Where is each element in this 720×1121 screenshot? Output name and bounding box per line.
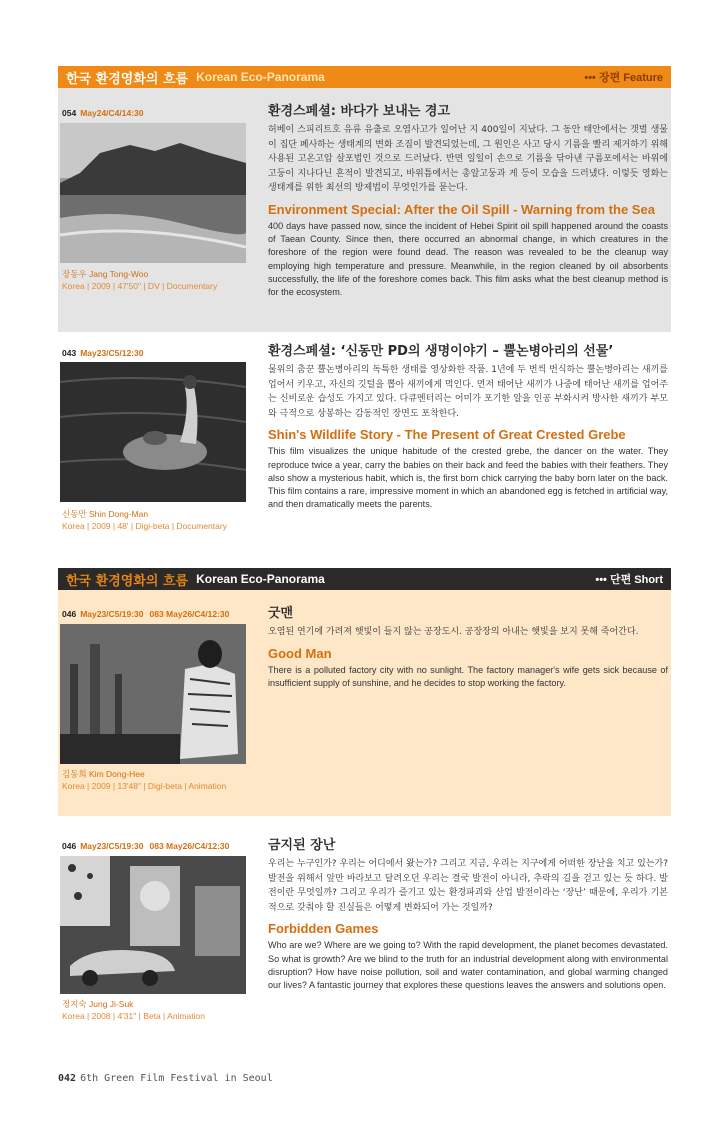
film-text: [268, 834, 668, 992]
screening-date: May23/C5/12:30: [80, 348, 144, 358]
page-footer: [58, 1073, 273, 1084]
film-credit: [62, 268, 252, 292]
screening-info: [62, 108, 150, 118]
director-name-ko: 김동희: [62, 769, 87, 779]
section-category: ••• 단편 Short: [595, 574, 663, 586]
film-title-en: Good Man: [268, 645, 332, 661]
film-title-ko: 굿맨: [268, 606, 294, 621]
section-title-ko: 한국 환경영화의 흐름: [66, 71, 189, 87]
film-synopsis-ko: 물위의 춤꾼 뿔논병아리의 독특한 생태를 영상화한 작품. 1년에 두 번씩 번식하는 뿔논병아리는 새끼를 업어서 키우고, 자신의 깃털을 뽑아 새끼에게 먹인다. 먼저 태어난 새끼가 나중에 태어난 새끼를 업어주는 신비로운 습성도 가지고 있다. 다큐멘터리는 어미가 포기한 알을 인공 부화시켜 방사한 새끼가 부모와 극적으로 상봉하는 감동적인 장면도 포착한다.: [268, 365, 668, 419]
film-credit: [62, 768, 252, 792]
screening-date: 083 May26/C4/12:30: [149, 841, 230, 851]
film-text: [268, 602, 668, 690]
screening-info: [62, 841, 235, 851]
section-title-en: Korean Eco-Panorama: [196, 70, 325, 84]
director-name-ko: 장동우: [62, 269, 87, 279]
film-synopsis-en: There is a polluted factory city with no sunlight. The factory manager's wife gets sick because of insufficient supply of sunshine, and he decides to stop working the factory.: [268, 664, 668, 688]
director-name-ko: 신동만: [62, 509, 87, 519]
screening-date: May24/C4/14:30: [80, 108, 144, 118]
film-credit: [62, 508, 252, 532]
section-title-ko: 한국 환경영화의 흐름: [66, 573, 189, 589]
screening-date: May23/C5/19:30: [80, 609, 144, 619]
screening-info: [62, 609, 235, 619]
film-info: Korea | 2008 | 4'31" | Beta | Animation: [62, 1011, 205, 1021]
film-title-en: Shin's Wildlife Story - The Present of Great Crested Grebe: [268, 427, 626, 443]
film-still-grebe: [60, 362, 246, 502]
film-synopsis-ko: 허베이 스피리트호 유류 유출로 오염사고가 일어난 지 400일이 지났다. 그 동안 태안에서는 갯벌 생물이 집단 폐사하는 생태계의 변화 조짐이 발견되었는데, 그 원인은 사고 당시 기름을 빨리 제거하기 위해 사용된 고온고압 살포법인 것으로 드러났다. 반면 일일이 손으로 기름을 닦아낸 구름포에서는 바위에 고둥이 지나다닌 흔적이 발견되고, 바위틈에서는 총알고둥과 게 등이 모습을 드러냈다. 이렇듯 영화는 생태계를 위한 최선의 방제법이 무엇인가를 묻는다.: [268, 125, 668, 194]
section-category: ••• 장편 Feature: [584, 72, 663, 84]
film-credit: [62, 998, 252, 1022]
section-title-en: Korean Eco-Panorama: [196, 572, 325, 586]
film-title-ko: 환경스페셜: ‘신동만 PD의 생명이야기 – 뿔논병아리의 선물’: [268, 344, 614, 359]
film-synopsis-en: Who are we? Where are we going to? With the rapid development, the planet becomes devastated. So what is growth? Are we blind to the truth for an industrial development along with environmental disruption? How have noise pollution, soil and water contamination, and global warming changed our lives? A fantastic journey that explores these questions leaves the answers and solutions open.: [268, 940, 668, 990]
film-still-coast: [60, 123, 246, 263]
film-title-ko: 금지된 장난: [268, 838, 336, 853]
film-synopsis-en: 400 days have passed now, since the incident of Hebei Spirit oil spill happened around the coasts of Taean County. Since then, there occurred an abnormal change, in which creatures in the foreshore of the region were found dead. The reason was revealed to be the cleanup way employing high temperature and pressure. Meanwhile, in the region cleaned by oil absorbents successfully, the life of the foreshore comes back. This film asks what the best cleanup method is for the ecosystem.: [268, 220, 668, 297]
film-still-factory: [60, 624, 246, 764]
film-title-ko: 환경스페셜: 바다가 보내는 경고: [268, 104, 451, 119]
film-code: 043: [62, 348, 77, 358]
director-name-ko: 정지숙: [62, 999, 87, 1009]
festival-name: 6th Green Film Festival in Seoul: [80, 1073, 273, 1084]
film-info: Korea | 2009 | 47'50" | DV | Documentary: [62, 281, 218, 291]
director-name-en: Jung Ji-Suk: [89, 999, 134, 1009]
film-title-en: Forbidden Games: [268, 921, 379, 937]
director-name-en: Shin Dong-Man: [89, 509, 149, 519]
film-text: [268, 340, 668, 511]
director-name-en: Jang Tong-Woo: [89, 269, 149, 279]
film-still-collage: [60, 856, 246, 994]
page-number: 042: [58, 1073, 77, 1084]
film-code: 046: [62, 609, 77, 619]
screening-info: [62, 348, 150, 358]
screening-date: May23/C5/19:30: [80, 841, 144, 851]
film-synopsis-ko: 우리는 누구인가? 우리는 어디에서 왔는가? 그리고 지금, 우리는 지구에게 어떠한 장난을 치고 있는가? 발전을 위해서 앞만 바라보고 달려오던 우리는 결국 발전이 아니라, 추락의 길을 걷고 있는 듯 하다. 발전이란 무엇일까? 그리고 우리가 즐기고 있는 환경파괴와 산업 발전이라는 ‘장난’ 때문에, 우리가 기본적으로 갖춰야 할 진실들은 어떻게 변화되어 가는 것일까?: [268, 859, 668, 913]
film-text: [268, 100, 668, 299]
film-code: 046: [62, 841, 77, 851]
film-code: 054: [62, 108, 77, 118]
film-synopsis-ko: 오염된 연기에 가려져 햇빛이 들지 않는 공장도시. 공장장의 아내는 햇빛을 보지 못해 죽어간다.: [268, 627, 639, 637]
section-header-short: [58, 568, 671, 590]
film-synopsis-en: This film visualizes the unique habitude of the crested grebe, the dancer on the water. They reproduce twice a year, carry the babies on their back and feed the babies with their feathers. They also show a mysterious habit, which is, the first born chick carrying the baby born later on the back. This film contains a rare, impressive moment in which an abandoned egg is fetched in artificial way, and then dramatically meets the parents.: [268, 446, 668, 510]
film-title-en: Environment Special: After the Oil Spill - Warning from the Sea: [268, 201, 655, 217]
film-info: Korea | 2009 | 48' | Digi-beta | Documentary: [62, 521, 227, 531]
film-info: Korea | 2009 | 13'48" | Digi-beta | Animation: [62, 781, 227, 791]
screening-date: 083 May26/C4/12:30: [149, 609, 230, 619]
director-name-en: Kim Dong-Hee: [89, 769, 145, 779]
section-header-feature: [58, 66, 671, 88]
